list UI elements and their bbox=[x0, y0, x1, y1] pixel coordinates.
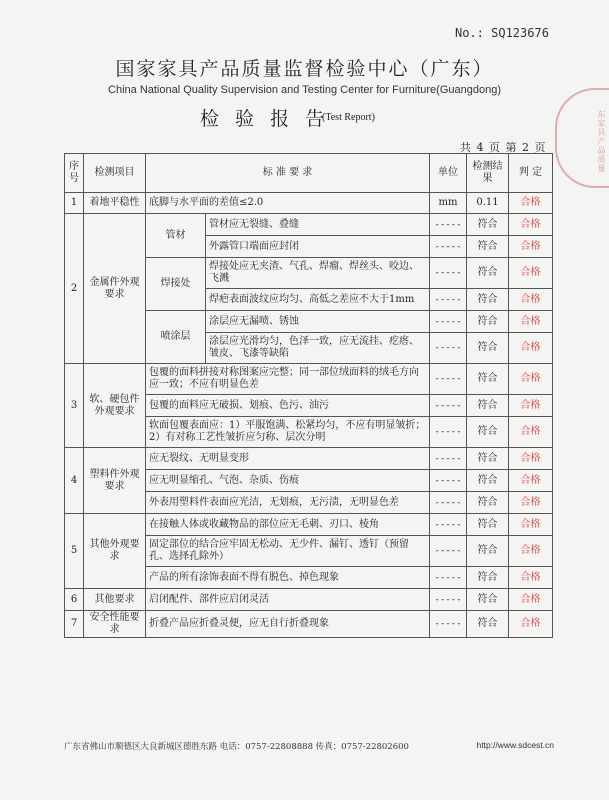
judge-cell: 合格 bbox=[509, 311, 553, 333]
judge-cell: 合格 bbox=[509, 333, 553, 364]
item-cell: 金属件外观要求 bbox=[84, 214, 146, 364]
subitem-cell: 焊接处 bbox=[146, 258, 206, 311]
judge-cell: 合格 bbox=[509, 214, 553, 236]
judge-cell: 合格 bbox=[509, 567, 553, 589]
table-row bbox=[65, 364, 553, 395]
item-cell: 软、硬包件外观要求 bbox=[84, 364, 146, 448]
judge-cell: 合格 bbox=[509, 492, 553, 514]
result-cell: 符合 bbox=[467, 492, 509, 514]
requirement-cell: 应无明显缩孔、气泡、杂质、伤痕 bbox=[146, 470, 430, 492]
item-cell: 着地平稳性 bbox=[84, 193, 146, 214]
seal-text: 东家具产品质量 bbox=[597, 110, 606, 173]
unit-cell: ----- bbox=[430, 611, 467, 638]
item-cell: 安全性能要求 bbox=[84, 611, 146, 638]
result-cell: 符合 bbox=[467, 333, 509, 364]
unit-cell: ----- bbox=[430, 567, 467, 589]
requirement-cell: 固定部位的结合应牢固无松动、无少件、漏钉、透钉（预留孔、选择孔除外） bbox=[146, 536, 430, 567]
requirement-cell: 涂层应无漏喷、锈蚀 bbox=[206, 311, 430, 333]
judge-cell: 合格 bbox=[509, 470, 553, 492]
result-cell: 符合 bbox=[467, 514, 509, 536]
unit-cell: ----- bbox=[430, 289, 467, 311]
header-judge: 判 定 bbox=[509, 154, 553, 193]
seq-cell: 5 bbox=[65, 514, 84, 589]
unit-cell: ----- bbox=[430, 470, 467, 492]
judge-cell: 合格 bbox=[509, 417, 553, 448]
subitem-cell: 喷涂层 bbox=[146, 311, 206, 364]
result-cell: 符合 bbox=[467, 470, 509, 492]
unit-cell: ----- bbox=[430, 514, 467, 536]
requirement-cell: 焊接处应无夹渣、气孔、焊瘤、焊丝头、咬边、飞溅 bbox=[206, 258, 430, 289]
unit-cell: ----- bbox=[430, 417, 467, 448]
result-cell: 符合 bbox=[467, 311, 509, 333]
requirement-cell: 软面包覆表面应：1）平服饱满、松紧均匀，不应有明显皱折；2）有对称工艺性皱折应匀称、层次分明 bbox=[146, 417, 430, 448]
footer-address: 广东省佛山市顺德区大良新城区德胜东路 电话：0757-22808888 传真：0757-22802600 bbox=[64, 742, 409, 752]
report-title: 检 验 报 告 bbox=[200, 108, 330, 130]
judge-cell: 合格 bbox=[509, 536, 553, 567]
result-cell: 0.11 bbox=[467, 193, 509, 214]
unit-cell: mm bbox=[430, 193, 467, 214]
result-cell: 符合 bbox=[467, 448, 509, 470]
unit-cell: ----- bbox=[430, 589, 467, 611]
unit-cell: ----- bbox=[430, 536, 467, 567]
seq-cell: 4 bbox=[65, 448, 84, 514]
unit-cell: ----- bbox=[430, 236, 467, 258]
result-cell: 符合 bbox=[467, 567, 509, 589]
judge-cell: 合格 bbox=[509, 258, 553, 289]
unit-cell: ----- bbox=[430, 395, 467, 417]
requirement-cell: 折叠产品应折叠灵便，应无自行折叠现象 bbox=[146, 611, 430, 638]
table-row bbox=[65, 193, 553, 214]
seq-cell: 1 bbox=[65, 193, 84, 214]
result-cell: 符合 bbox=[467, 417, 509, 448]
result-cell: 符合 bbox=[467, 536, 509, 567]
table-row bbox=[65, 589, 553, 611]
requirement-cell: 在接触人体或收藏物品的部位应无毛刺、刃口、棱角 bbox=[146, 514, 430, 536]
unit-cell: ----- bbox=[430, 448, 467, 470]
header-standard: 标 准 要 求 bbox=[146, 154, 430, 193]
table-row bbox=[65, 611, 553, 638]
footer-contact bbox=[64, 740, 554, 752]
table-header-row bbox=[65, 154, 553, 193]
requirement-cell: 管材应无裂缝、叠缝 bbox=[206, 214, 430, 236]
item-cell: 塑料件外观要求 bbox=[84, 448, 146, 514]
requirement-cell: 产品的所有涂饰表面不得有脱色、掉色现象 bbox=[146, 567, 430, 589]
judge-cell: 合格 bbox=[509, 589, 553, 611]
unit-cell: ----- bbox=[430, 333, 467, 364]
judge-cell: 合格 bbox=[509, 193, 553, 214]
header-result: 检测结果 bbox=[467, 154, 509, 193]
organization-title-en: China National Quality Supervision and Testing Center for Furniture(Guangdong) bbox=[108, 84, 501, 96]
header-unit: 单位 bbox=[430, 154, 467, 193]
footer-website: http://www.sdcest.cn bbox=[476, 740, 554, 750]
requirement-cell: 外露管口端面应封闭 bbox=[206, 236, 430, 258]
table-row bbox=[65, 448, 553, 470]
table-row bbox=[65, 214, 553, 236]
result-cell: 符合 bbox=[467, 236, 509, 258]
requirement-cell: 包覆的面料拼接对称图案应完整；同一部位绒面料的绒毛方向应一致；不应有明显色差 bbox=[146, 364, 430, 395]
judge-cell: 合格 bbox=[509, 364, 553, 395]
report-title-en: (Test Report) bbox=[322, 112, 375, 123]
unit-cell: ----- bbox=[430, 214, 467, 236]
result-cell: 符合 bbox=[467, 611, 509, 638]
seq-cell: 6 bbox=[65, 589, 84, 611]
result-cell: 符合 bbox=[467, 364, 509, 395]
judge-cell: 合格 bbox=[509, 236, 553, 258]
result-cell: 符合 bbox=[467, 395, 509, 417]
unit-cell: ----- bbox=[430, 258, 467, 289]
judge-cell: 合格 bbox=[509, 448, 553, 470]
judge-cell: 合格 bbox=[509, 395, 553, 417]
requirement-cell: 底脚与水平面的差值≤2.0 bbox=[146, 193, 430, 214]
report-number: No.: SQ123676 bbox=[455, 26, 549, 40]
seq-cell: 3 bbox=[65, 364, 84, 448]
requirement-cell: 涂层应光滑均匀，色泽一致，应无流挂、疙瘩、皱皮、飞漆等缺陷 bbox=[206, 333, 430, 364]
unit-cell: ----- bbox=[430, 311, 467, 333]
header-item: 检测项目 bbox=[84, 154, 146, 193]
seq-cell: 7 bbox=[65, 611, 84, 638]
result-cell: 符合 bbox=[467, 589, 509, 611]
requirement-cell: 应无裂纹、无明显变形 bbox=[146, 448, 430, 470]
result-cell: 符合 bbox=[467, 214, 509, 236]
judge-cell: 合格 bbox=[509, 611, 553, 638]
item-cell: 其他要求 bbox=[84, 589, 146, 611]
table-row bbox=[65, 514, 553, 536]
header-seq: 序号 bbox=[65, 154, 84, 193]
item-cell: 其他外观要求 bbox=[84, 514, 146, 589]
page-indicator: 共 4 页 第 2 页 bbox=[460, 141, 547, 154]
subitem-cell: 管材 bbox=[146, 214, 206, 258]
inspection-table bbox=[64, 153, 553, 638]
judge-cell: 合格 bbox=[509, 514, 553, 536]
result-cell: 符合 bbox=[467, 289, 509, 311]
requirement-cell: 外表用塑料件表面应光洁，无划痕，无污渍，无明显色差 bbox=[146, 492, 430, 514]
judge-cell: 合格 bbox=[509, 289, 553, 311]
requirement-cell: 焊疤表面波纹应均匀、高低之差应不大于1mm bbox=[206, 289, 430, 311]
seq-cell: 2 bbox=[65, 214, 84, 364]
requirement-cell: 包覆的面料应无破损、划痕、色污、油污 bbox=[146, 395, 430, 417]
result-cell: 符合 bbox=[467, 258, 509, 289]
unit-cell: ----- bbox=[430, 492, 467, 514]
unit-cell: ----- bbox=[430, 364, 467, 395]
organization-title-cn: 国家家具产品质量监督检验中心（广东） bbox=[115, 58, 494, 80]
requirement-cell: 启闭配件、部件应启闭灵活 bbox=[146, 589, 430, 611]
